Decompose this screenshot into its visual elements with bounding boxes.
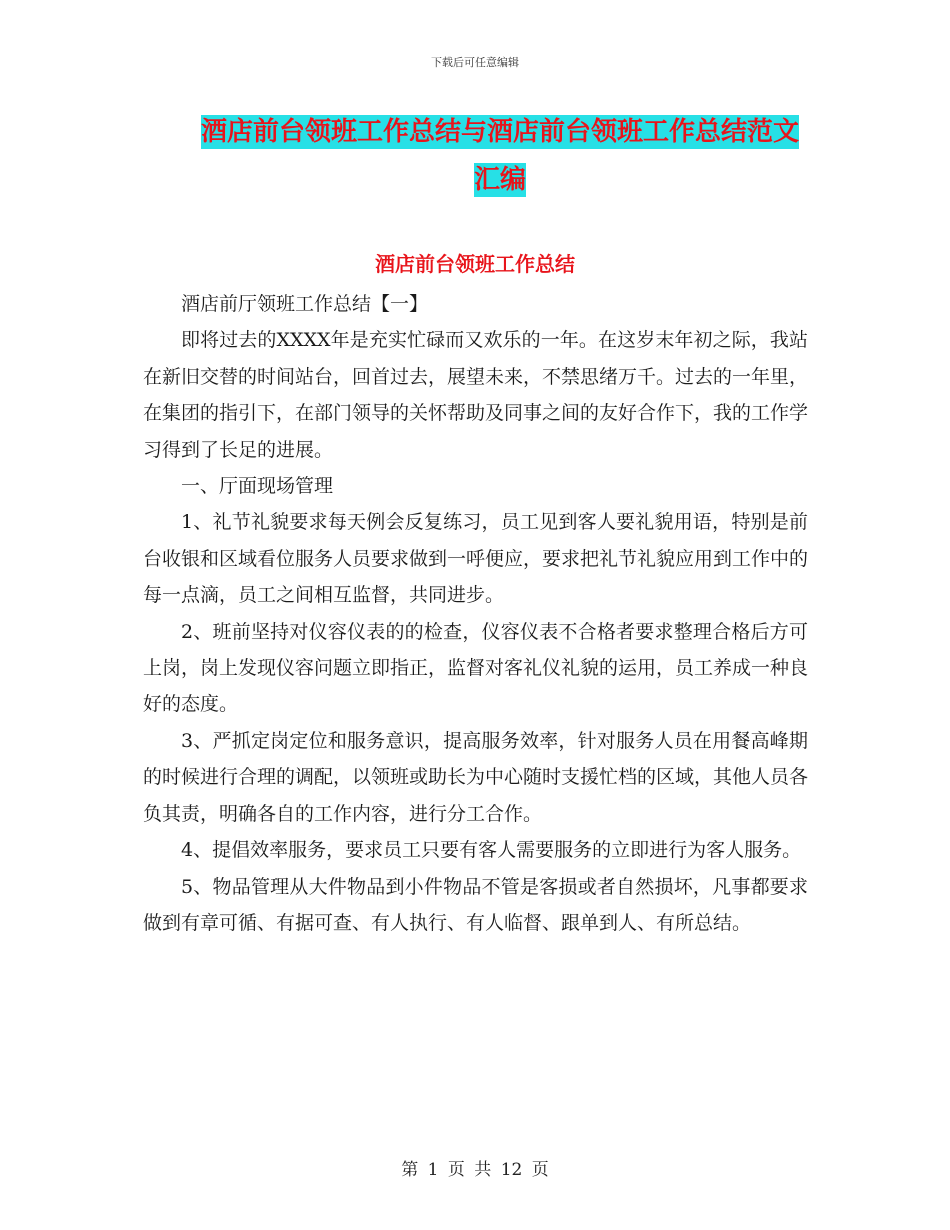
paragraph: 2、班前坚持对仪容仪表的的检查，仪容仪表不合格者要求整理合格后方可上岗，岗上发现仪容问题立即指正，监督对客礼仪礼貌的运用，员工养成一种良好的态度。 [143, 620, 809, 716]
document-title-line1: 酒店前台领班工作总结与酒店前台领班工作总结范文 [200, 117, 799, 147]
document-body [143, 286, 808, 941]
paragraph: 3、严抓定岗定位和服务意识，提高服务效率，针对服务人员在用餐高峰期的时候进行合理的调配，以领班或助长为中心随时支援忙档的区域，其他人员各负其责，明确各自的工作内容，进行分工合作。 [143, 729, 809, 825]
document-title [180, 108, 820, 204]
paragraph: 1、礼节礼貌要求每天例会反复练习，员工见到客人要礼貌用语，特别是前台收银和区域看位服务人员要求做到一呼便应，要求把礼节礼貌应用到工作中的每一点滴，员工之间相互监督，共同进步。 [143, 511, 809, 607]
paragraph: 酒店前厅领班工作总结【一】 [181, 293, 429, 315]
paragraph: 一、厅面现场管理 [181, 475, 334, 498]
paragraph: 4、提倡效率服务，要求员工只要有客人需要服务的立即进行为客人服务。 [181, 839, 802, 862]
page-footer: 第 1 页 共 12 页 [401, 1160, 549, 1180]
paragraph: 5、物品管理从大件物品到小件物品不管是客损或者自然损坏，凡事都要求做到有章可循、有据可查、有人执行、有人临督、跟单到人、有所总结。 [143, 875, 808, 934]
page-header: 下载后可任意编辑 [431, 56, 519, 69]
paragraph: 即将过去的XXXX年是充实忙碌而又欢乐的一年。在这岁末年初之际，我站在新旧交替的时间站台，回首过去，展望未来，不禁思绪万千。过去的一年里，在集团的指引下，在部门领导的关怀帮助及同事之间的友好合作下，我的工作学习得到了长足的进展。 [143, 329, 809, 461]
document-title-line2: 汇编 [473, 165, 526, 195]
section-title: 酒店前台领班工作总结 [375, 252, 575, 276]
